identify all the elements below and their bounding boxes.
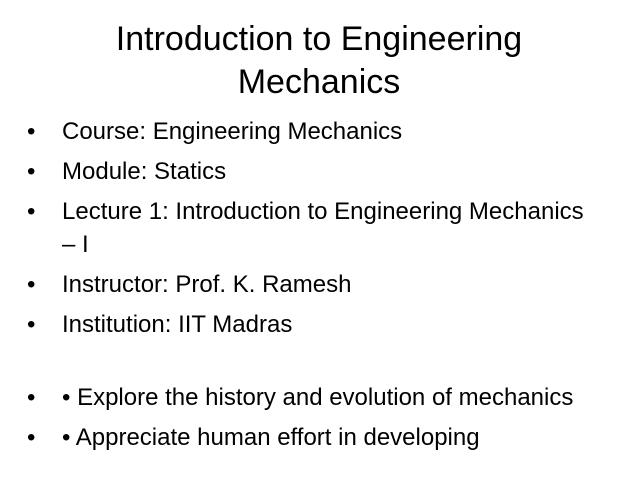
bullet-text: Lecture 1: Introduction to Engineering Mechanics – I [62, 198, 584, 258]
slide-title: Introduction to Engineering Mechanics [115, 20, 523, 101]
bullet-icon: • [27, 424, 36, 451]
bullet-text: Institution: IIT Madras [62, 311, 293, 338]
list-item [27, 381, 587, 414]
bullet-text: Course: Engineering Mechanics [62, 118, 403, 145]
list-item [27, 115, 587, 148]
list-item [27, 155, 587, 188]
bullet-icon: • [27, 384, 36, 411]
bullet-icon: • [27, 271, 36, 298]
bullet-icon: • [27, 198, 36, 225]
bullet-icon: • [27, 158, 36, 185]
bullet-text: Instructor: Prof. K. Ramesh [62, 271, 352, 298]
bullet-list [27, 115, 587, 461]
list-item [27, 421, 587, 454]
bullet-text: Module: Statics [62, 158, 227, 185]
list-item [27, 308, 587, 341]
list-item [27, 268, 587, 301]
bullet-text: • Explore the history and evolution of mechanics [62, 384, 574, 411]
bullet-icon: • [27, 118, 36, 145]
bullet-icon: • [27, 311, 36, 338]
bullet-text: • Appreciate human effort in developing [62, 424, 480, 451]
list-item [27, 195, 587, 261]
